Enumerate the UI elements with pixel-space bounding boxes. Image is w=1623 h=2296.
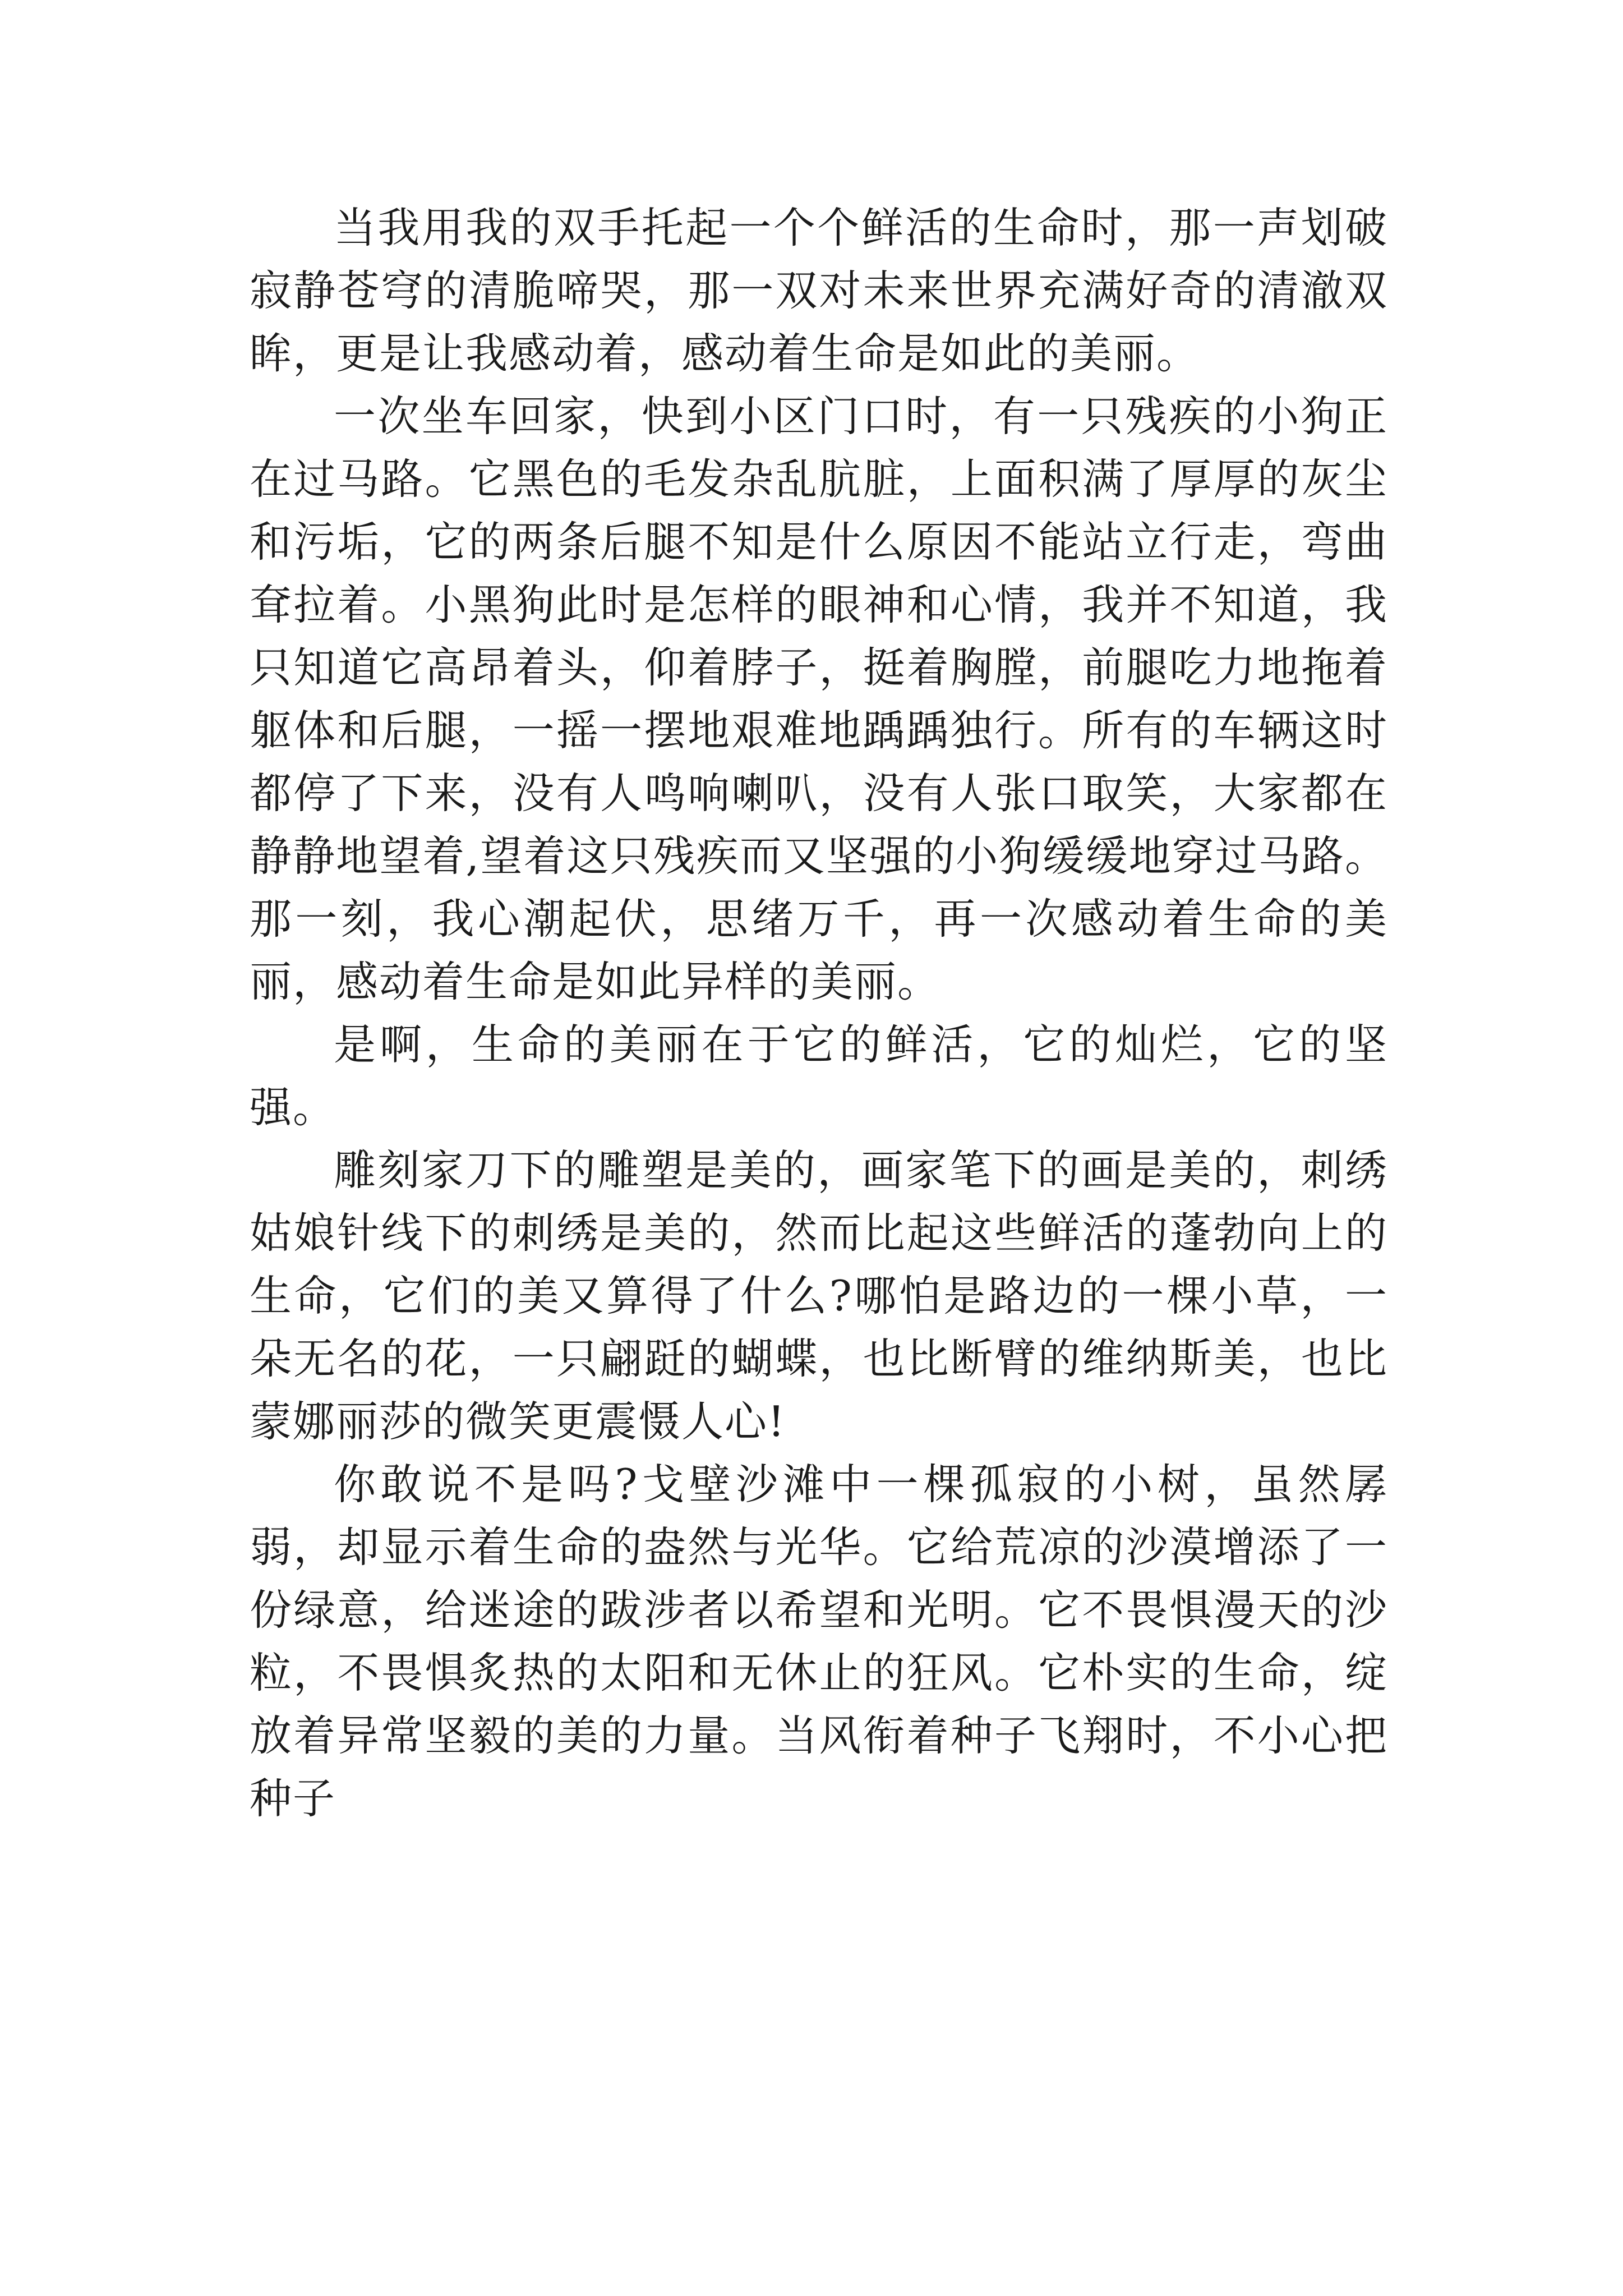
paragraph: 一次坐车回家，快到小区门口时，有一只残疾的小狗正在过马路。它黑色的毛发杂乱肮脏，上面积满了厚厚的灰尘和污垢，它的两条后腿不知是什么原因不能站立行走，弯曲耷拉着。小黑狗此时是怎样的眼神和心情，我并不知道，我只知道它高昂着头，仰着脖子，挺着胸膛，前腿吃力地拖着躯体和后腿，一摇一摆地艰难地踽踽独行。所有的车辆这时都停了下来，没有人鸣响喇叭，没有人张口取笑，大家都在静静地望着,望着这只残疾而又坚强的小狗缓缓地穿过马路。那一刻，我心潮起伏，思绪万千，再一次感动着生命的美丽，感动着生命是如此异样的美丽。: [250, 392, 1388, 1006]
paragraph: 雕刻家刀下的雕塑是美的，画家笔下的画是美的，刺绣姑娘针线下的刺绣是美的，然而比起这些鲜活的蓬勃向上的生命，它们的美又算得了什么?哪怕是路边的一棵小草，一朵无名的花，一只翩跹的蝴蝶，也比断臂的维纳斯美，也比蒙娜丽莎的微笑更震慑人心!: [250, 1145, 1388, 1446]
paragraph: 当我用我的双手托起一个个鲜活的生命时，那一声划破寂静苍穹的清脆啼哭，那一双对未来世界充满好奇的清澈双眸，更是让我感动着，感动着生命是如此的美丽。: [250, 203, 1388, 378]
document-body: [250, 196, 1388, 1830]
paragraph: 是啊，生命的美丽在于它的鲜活，它的灿烂，它的坚强。: [250, 1020, 1388, 1132]
paragraph: 你敢说不是吗?戈壁沙滩中一棵孤寂的小树，虽然孱弱，却显示着生命的盎然与光华。它给荒凉的沙漠增添了一份绿意，给迷途的跋涉者以希望和光明。它不畏惧漫天的沙粒，不畏惧炙热的太阳和无休止的狂风。它朴实的生命，绽放着异常坚毅的美的力量。当风衔着种子飞翔时，不小心把种子: [250, 1460, 1388, 1823]
